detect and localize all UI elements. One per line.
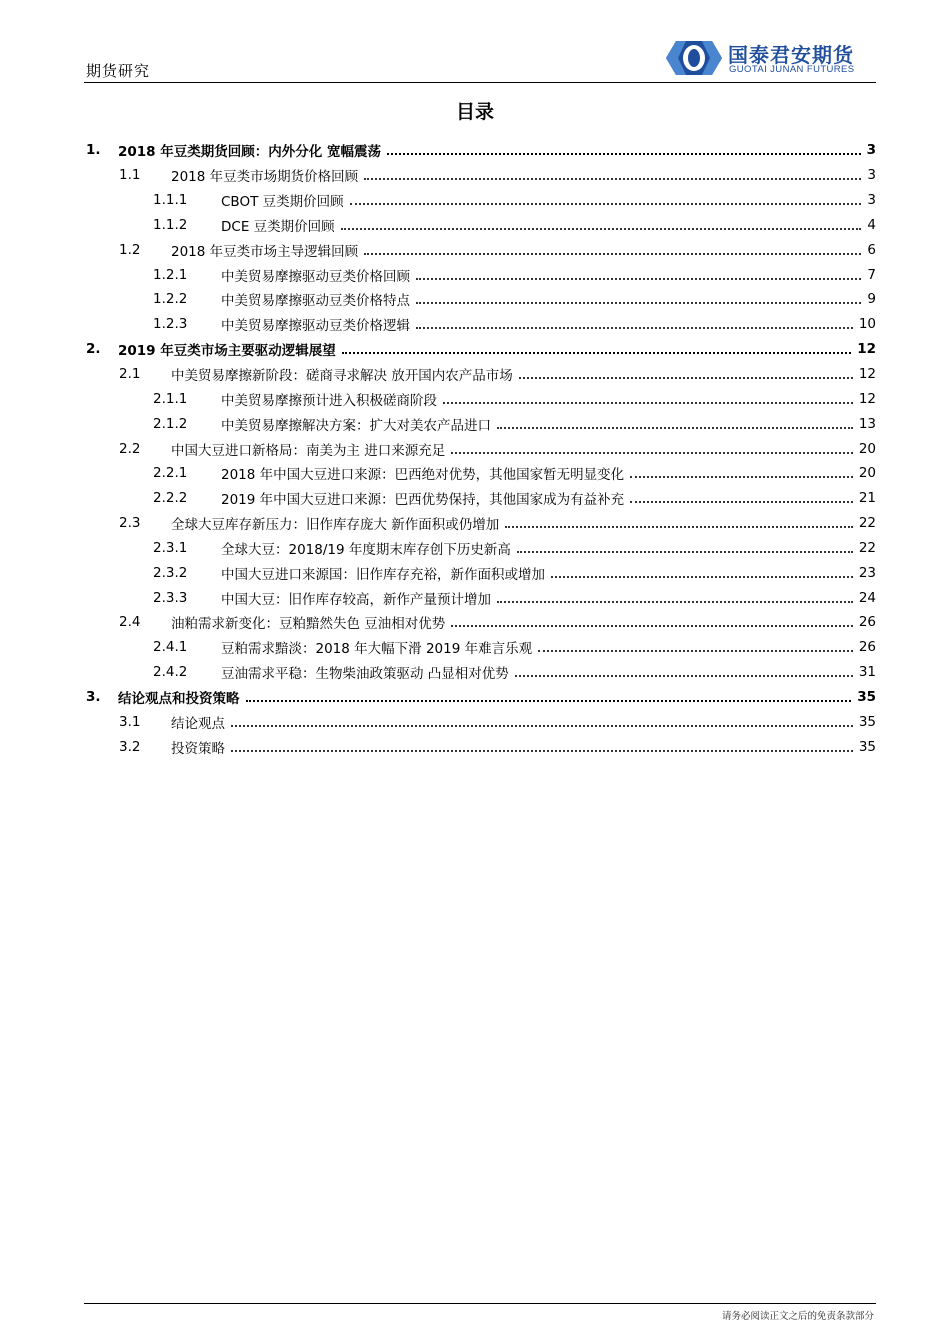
toc-entry-page-number: 12 <box>858 366 876 383</box>
toc-dot-leader <box>364 253 861 255</box>
toc-entry-number: 1.2.3 <box>153 316 188 333</box>
toc-entry[interactable] <box>86 685 876 710</box>
toc-entry-number: 1.2 <box>119 241 141 258</box>
toc-entry-page-number: 13 <box>858 415 876 432</box>
toc-dot-leader <box>451 625 853 627</box>
toc-entry-title: 全球大豆库存新压力：旧作库存庞大 新作面积或仍增加 <box>171 517 500 534</box>
toc-entry-title: 结论观点 <box>171 715 225 732</box>
toc-dot-leader <box>246 700 852 702</box>
toc-entry-page-number: 31 <box>858 664 876 681</box>
toc-entry[interactable] <box>86 536 876 561</box>
toc-entry-title: 2018 年豆类期货回顾：内外分化 宽幅震荡 <box>118 144 381 161</box>
toc-dot-leader <box>517 551 853 553</box>
toc-entry-title: DCE 豆类期价回顾 <box>221 218 335 235</box>
toc-entry-number: 2.3.1 <box>153 539 188 556</box>
toc-entry-title: 2018 年豆类市场期货价格回顾 <box>171 169 359 186</box>
footer-disclaimer: 请务必阅读正文之后的免责条款部分 <box>721 1311 874 1322</box>
company-logo-icon <box>664 38 724 78</box>
toc-entry[interactable] <box>86 734 876 759</box>
toc-entry-title: 2018 年豆类市场主导逻辑回顾 <box>171 243 359 260</box>
toc-entry-page-number: 20 <box>858 465 876 482</box>
toc-entry-title: 投资策略 <box>171 740 225 757</box>
toc-dot-leader <box>497 427 853 429</box>
toc-entry-number: 2.4.2 <box>153 664 188 681</box>
toc-entry[interactable] <box>86 287 876 312</box>
toc-entry-page-number: 22 <box>858 539 876 556</box>
toc-dot-leader <box>416 302 861 304</box>
toc-entry[interactable] <box>86 312 876 337</box>
toc-dot-leader <box>231 750 853 752</box>
toc-dot-leader <box>451 452 853 454</box>
toc-entry-page-number: 12 <box>857 341 876 358</box>
toc-entry[interactable] <box>86 461 876 486</box>
toc-entry[interactable] <box>86 635 876 660</box>
toc-dot-leader <box>416 327 853 329</box>
toc-entry-number: 2.3 <box>119 515 141 532</box>
toc-entry-title: 中美贸易摩擦新阶段：磋商寻求解决 放开国内农产品市场 <box>171 368 513 385</box>
toc-entry-page-number: 3 <box>867 167 876 184</box>
toc-dot-leader <box>341 228 862 230</box>
toc-entry-number: 2.3.2 <box>153 564 188 581</box>
toc-entry-number: 2.1 <box>119 366 141 383</box>
toc-dot-leader <box>342 352 851 354</box>
toc-entry-page-number: 21 <box>858 490 876 507</box>
toc-entry-title: 中美贸易摩擦驱动豆类价格回顾 <box>221 268 410 285</box>
toc-entry[interactable] <box>86 660 876 685</box>
toc-entry[interactable] <box>86 386 876 411</box>
toc-entry-title: 豆粕需求黯淡：2018 年大幅下滑 2019 年难言乐观 <box>221 641 533 658</box>
toc-entry-number: 3. <box>86 688 101 705</box>
toc-entry-title: 中美贸易摩擦驱动豆类价格特点 <box>221 293 410 310</box>
logo-english-name: GUOTAI JUNAN FUTURES <box>729 64 855 75</box>
toc-dot-leader <box>443 402 853 404</box>
toc-dot-leader <box>364 178 861 180</box>
toc-entry[interactable] <box>86 337 876 362</box>
toc-entry-number: 2.1.1 <box>153 390 188 407</box>
toc-entry[interactable] <box>86 511 876 536</box>
toc-dot-leader <box>231 725 853 727</box>
toc-entry-number: 1.2.1 <box>153 266 188 283</box>
toc-entry-title: 2018 年中国大豆进口来源：巴西绝对优势，其他国家暂无明显变化 <box>221 467 625 484</box>
header-divider <box>84 82 876 83</box>
toc-entry[interactable] <box>86 411 876 436</box>
table-of-contents <box>86 138 876 759</box>
toc-entry-title: 2019 年中国大豆进口来源：巴西优势保持，其他国家成为有益补充 <box>221 492 625 509</box>
toc-entry[interactable] <box>86 163 876 188</box>
toc-dot-leader <box>551 576 853 578</box>
toc-entry-page-number: 35 <box>858 738 876 755</box>
toc-entry-page-number: 26 <box>858 614 876 631</box>
toc-entry-page-number: 3 <box>866 142 876 159</box>
toc-entry-number: 2.3.3 <box>153 589 188 606</box>
toc-entry[interactable] <box>86 213 876 238</box>
toc-entry-number: 2. <box>86 341 101 358</box>
toc-entry[interactable] <box>86 237 876 262</box>
toc-entry-page-number: 10 <box>858 316 876 333</box>
toc-entry-number: 1.1 <box>119 167 141 184</box>
toc-entry-number: 2.1.2 <box>153 415 188 432</box>
toc-entry-page-number: 35 <box>858 713 876 730</box>
toc-entry-title: 全球大豆：2018/19 年度期末库存创下历史新高 <box>221 541 511 558</box>
toc-title: 目录 <box>455 101 494 123</box>
toc-entry-number: 2.4 <box>119 614 141 631</box>
company-logo <box>664 38 874 78</box>
toc-entry-page-number: 7 <box>867 266 876 283</box>
toc-entry-page-number: 20 <box>858 440 876 457</box>
toc-entry-number: 2.4.1 <box>153 639 188 656</box>
toc-dot-leader <box>497 601 853 603</box>
toc-entry[interactable] <box>86 560 876 585</box>
toc-entry-title: 中美贸易摩擦解决方案：扩大对美农产品进口 <box>221 417 491 434</box>
logo-chinese-name: 国泰君安期货 <box>728 43 854 67</box>
toc-entry-number: 2.2 <box>119 440 141 457</box>
toc-entry-number: 1.1.2 <box>153 216 188 233</box>
toc-entry-title: 中国大豆：旧作库存较高，新作产量预计增加 <box>221 591 491 608</box>
toc-dot-leader <box>519 377 853 379</box>
toc-dot-leader <box>350 203 862 205</box>
toc-entry-title: 中国大豆进口新格局：南美为主 进口来源充足 <box>171 442 446 459</box>
toc-entry-page-number: 26 <box>858 639 876 656</box>
toc-entry[interactable] <box>86 188 876 213</box>
toc-dot-leader <box>515 675 853 677</box>
toc-entry-page-number: 24 <box>858 589 876 606</box>
toc-entry-number: 1. <box>86 142 101 159</box>
toc-entry-title: 2019 年豆类市场主要驱动逻辑展望 <box>118 343 336 360</box>
toc-entry-title: 中国大豆进口来源国：旧作库存充裕，新作面积或增加 <box>221 566 545 583</box>
toc-entry-title: 中美贸易摩擦预计进入积极磋商阶段 <box>221 392 437 409</box>
toc-entry-title: 中美贸易摩擦驱动豆类价格逻辑 <box>221 318 410 335</box>
toc-entry[interactable] <box>86 486 876 511</box>
toc-dot-leader <box>630 501 853 503</box>
toc-dot-leader <box>538 650 853 652</box>
toc-entry-page-number: 22 <box>858 515 876 532</box>
footer-divider <box>84 1303 876 1304</box>
toc-entry[interactable] <box>86 585 876 610</box>
toc-entry[interactable] <box>86 138 876 163</box>
toc-entry-title: 豆油需求平稳：生物柴油政策驱动 凸显相对优势 <box>221 666 509 683</box>
toc-entry[interactable] <box>86 262 876 287</box>
toc-entry-page-number: 3 <box>867 192 876 209</box>
toc-dot-leader <box>505 526 853 528</box>
toc-entry-number: 2.2.1 <box>153 465 188 482</box>
toc-entry-number: 1.1.1 <box>153 192 188 209</box>
toc-entry-page-number: 4 <box>867 216 876 233</box>
toc-entry-number: 3.1 <box>119 713 141 730</box>
toc-entry-number: 3.2 <box>119 738 141 755</box>
toc-entry-page-number: 23 <box>858 564 876 581</box>
toc-entry-page-number: 9 <box>867 291 876 308</box>
toc-entry-number: 1.2.2 <box>153 291 188 308</box>
toc-entry[interactable] <box>86 362 876 387</box>
toc-dot-leader <box>387 153 861 155</box>
toc-entry[interactable] <box>86 709 876 734</box>
toc-dot-leader <box>630 476 853 478</box>
toc-entry[interactable] <box>86 610 876 635</box>
toc-entry-title: 油粕需求新变化：豆粕黯然失色 豆油相对优势 <box>171 616 446 633</box>
toc-entry-page-number: 12 <box>858 390 876 407</box>
toc-entry-title: 结论观点和投资策略 <box>118 690 240 707</box>
toc-entry-number: 2.2.2 <box>153 490 188 507</box>
toc-entry[interactable] <box>86 436 876 461</box>
toc-entry-title: CBOT 豆类期价回顾 <box>221 194 344 211</box>
toc-entry-page-number: 35 <box>857 688 876 705</box>
toc-dot-leader <box>416 278 861 280</box>
header-section-label: 期货研究 <box>86 62 151 80</box>
toc-entry-page-number: 6 <box>867 241 876 258</box>
